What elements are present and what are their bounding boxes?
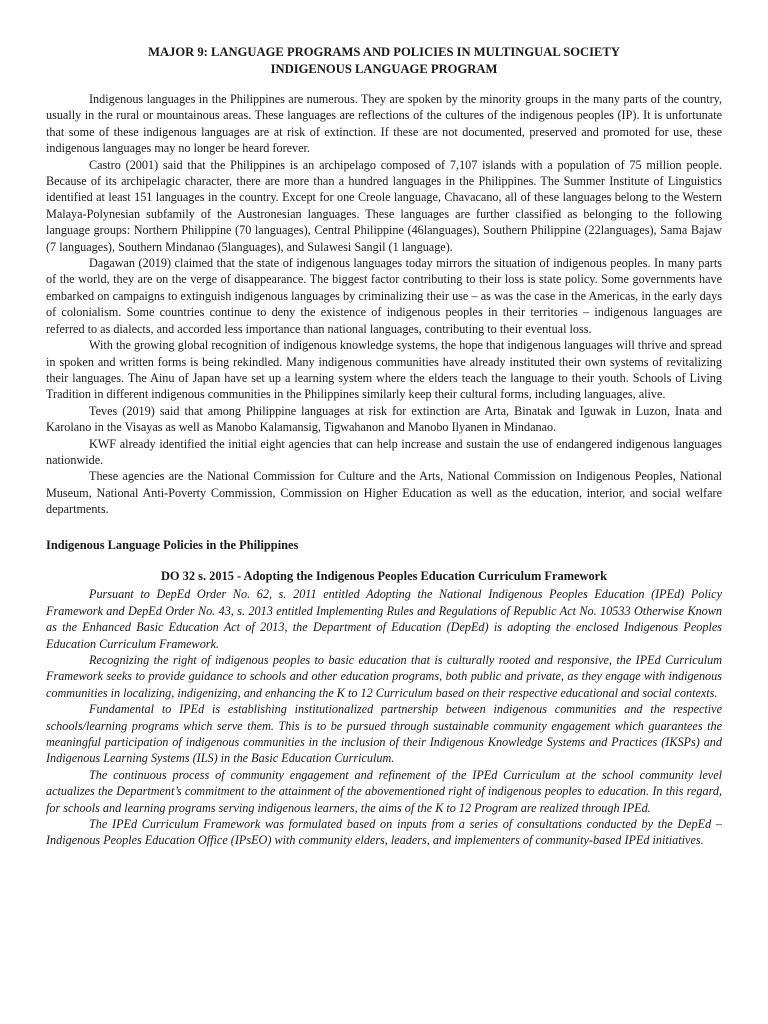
- title-line-2: INDIGENOUS LANGUAGE PROGRAM: [270, 62, 498, 76]
- paragraph-recognizing: Recognizing the right of indigenous peoples to basic education that is culturally rooted and responsive, the IPEd Curriculum Framework seeks to provide guidance to schools and other education programs, both public and private, as they engage with indigenous communities in localizing, indigenizing, and enhancing the K to 12 Curriculum based on their respective educational and social contexts.: [46, 653, 722, 700]
- paragraph-dagawan: Dagawan (2019) claimed that the state of indigenous languages today mirrors the situation of indigenous peoples. In many parts of the world, they are on the verge of disappearance. The biggest factor contributing to their loss is state policy. Some governments have embarked on campaigns to extinguish indigenous languages by criminalizing their use – as was the case in the Americas, in the early days of colonialism. Some countries continue to deny the existence of indigenous peoples in their territories – indigenous languages are referred to as dialects, and accorded less importance than national languages, contributing to their eventual loss.: [46, 256, 722, 336]
- paragraph-global-recognition: With the growing global recognition of indigenous knowledge systems, the hope that indigenous languages will thrive and spread in spoken and written forms is being rekindled. Many indigenous communities have already instituted their own systems of revitalizing their languages. The Ainu of Japan have set up a learning system where the elders teach the language to their youth. Schools of Living Tradition in different indigenous communities in the Philippines similarly keep their cultural forms, including languages, alive.: [46, 338, 722, 402]
- paragraph-framework-inputs: The IPEd Curriculum Framework was formulated based on inputs from a series of consultations conducted by the DepEd – Indigenous Peoples Education Office (IPsEO) with community elders, leaders, and implementers of community-based IPEd initiatives.: [46, 817, 722, 848]
- paragraph-castro: Castro (2001) said that the Philippines is an archipelago composed of 7,107 islands with a population of 75 million people. Because of its archipelagic character, there are more than a hundred languages in the Philippines. The Summer Institute of Linguistics identified at least 151 languages in the country. Except for one Creole language, Chavacano, all of these languages belong to the Western Malaya-Polynesian subfamily of the Austronesian languages. These languages are further classified as belonging to the following language groups: Northern Philippine (70 languages), Central Philippine (46languages), Southern Philippine (22languages), Sama Bajaw (7 languages), Southern Mindanao (5languages), and Sulawesi Sangil (1 language).: [46, 157, 722, 254]
- paragraph-agencies: These agencies are the National Commission for Culture and the Arts, National Commission on Indigenous Peoples, National Museum, National Anti-Poverty Commission, Commission on Higher Education as well as the education, interior, and social welfare departments.: [46, 469, 722, 517]
- paragraph-intro: Indigenous languages in the Philippines are numerous. They are spoken by the minority groups in the many parts of the country, usually in the rural or mountainous areas. These languages are reflections of the cultures of the indigenous peoples (IP). It is unfortunate that some of these indigenous languages are at risk of extinction. If these are not documented, preserved and promoted for use, these indigenous languages may no longer be heard forever.: [46, 92, 722, 156]
- paragraph-fundamental: Fundamental to IPEd is establishing institutionalized partnership between indigenous communities and the respective schools/learning programs which serve them. This is to be pursued through sustainable community engagement which guarantees the meaningful participation of indigenous communities in the inclusion of their Indigenous Knowledge Systems and Practices (IKSPs) and Indigenous Learning Systems (ILS) in the Basic Education Curriculum.: [46, 702, 722, 766]
- policy-section: [46, 586, 722, 849]
- sub-heading-do32: DO 32 s. 2015 - Adopting the Indigenous Peoples Education Curriculum Framework: [160, 568, 608, 583]
- paragraph-pursuant: Pursuant to DepEd Order No. 62, s. 2011 entitled Adopting the National Indigenous Peoples Education (IPEd) Policy Framework and DepEd Order No. 43, s. 2013 entitled Implementing Rules and Regulations of Republic Act No. 10533 Otherwise Known as the Enhanced Basic Education Act of 2013, the Department of Education (DepEd) is adopting the enclosed Indigenous Peoples Education Curriculum Framework.: [46, 587, 722, 651]
- paragraph-teves: Teves (2019) said that among Philippine languages at risk for extinction are Arta, Binatak and Iguwak in Luzon, Inata and Karolano in the Visayas as well as Manobo Kalamansig, Tigwahanon and Manobo Ilyanen in Mindanao.: [46, 403, 722, 435]
- title-line-1: MAJOR 9: LANGUAGE PROGRAMS AND POLICIES IN MULTINGUAL SOCIETY: [148, 45, 620, 59]
- section-heading-policies: Indigenous Language Policies in the Philippines: [46, 537, 299, 552]
- intro-section: [46, 91, 722, 518]
- paragraph-kwf: KWF already identified the initial eight agencies that can help increase and sustain the use of endangered indigenous languages nationwide.: [46, 436, 722, 467]
- document-title: [46, 44, 722, 78]
- paragraph-continuous-process: The continuous process of community engagement and refinement of the IPEd Curriculum at the school community level actualizes the Department’s commitment to the attainment of the abovementioned right of indigenous peoples to education. In this regard, for schools and learning programs serving indigenous learners, the aims of the K to 12 Program are realized through IPEd.: [46, 767, 722, 815]
